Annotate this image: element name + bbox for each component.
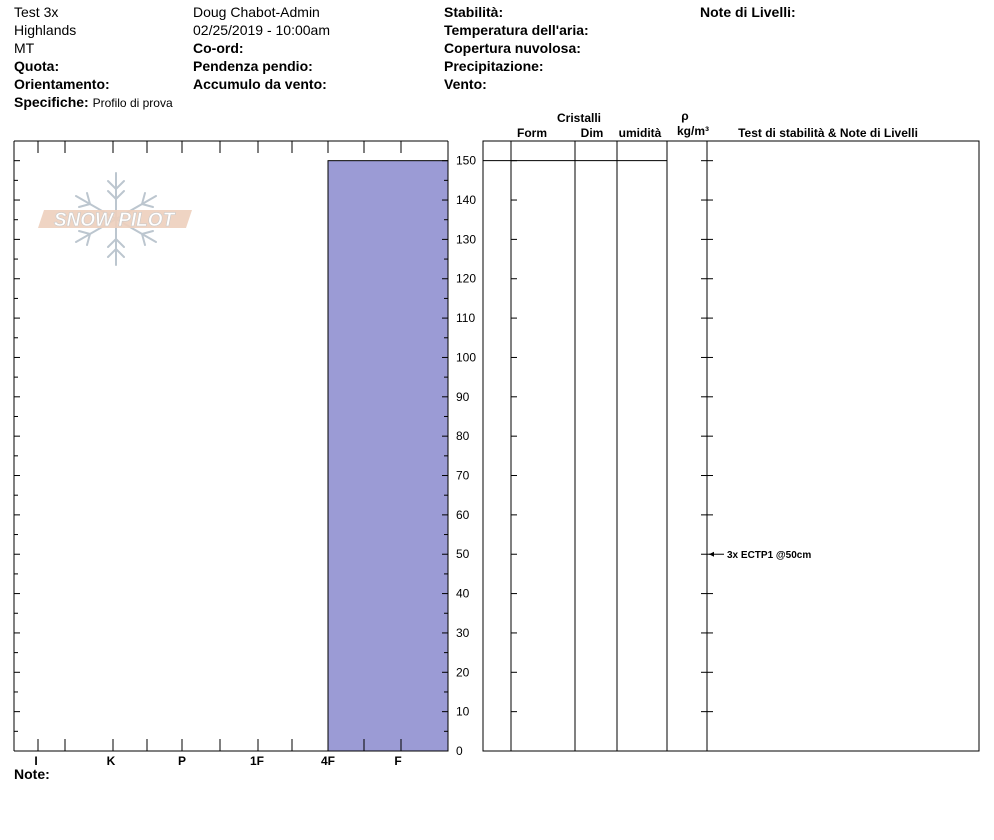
hardness-label-1f: 1F — [249, 754, 265, 768]
precipitation-label: Precipitazione: — [444, 58, 544, 74]
col-header-dim: Dim — [580, 126, 604, 140]
elevation-label: Quota: — [14, 58, 60, 74]
wind-label: Vento: — [444, 76, 487, 92]
test-note-0: 3x ECTP1 @50cm — [727, 550, 812, 562]
depth-label-40: 40 — [456, 586, 470, 601]
hardness-label-f: F — [394, 754, 402, 768]
depth-label-100: 100 — [456, 350, 477, 365]
depth-label-150: 150 — [456, 153, 477, 168]
depth-label-20: 20 — [456, 665, 470, 680]
site-location: Highlands — [14, 22, 77, 38]
depth-label-50: 50 — [456, 547, 470, 562]
hardness-label-4f: 4F — [320, 754, 336, 768]
layer-table-frame — [483, 141, 979, 751]
logo-text: SNOW PILOT — [53, 210, 175, 231]
site-name: Test 3x — [14, 4, 59, 20]
depth-label-110: 110 — [456, 311, 476, 326]
site-state: MT — [14, 40, 35, 56]
observer-name: Doug Chabot-Admin — [193, 4, 320, 20]
depth-label-130: 130 — [456, 232, 477, 247]
depth-label-90: 90 — [456, 389, 470, 404]
hardness-bar-0 — [328, 161, 448, 751]
col-header-density-unit: kg/m³ — [676, 124, 710, 138]
cloud-cover-label: Copertura nuvolosa: — [444, 40, 581, 56]
col-header-tests: Test di stabilità & Note di Livelli — [738, 126, 918, 140]
depth-label-10: 10 — [456, 704, 470, 719]
layer-notes-label: Note di Livelli: — [700, 4, 796, 20]
air-temp-label: Temperatura dell'aria: — [444, 22, 589, 38]
depth-label-60: 60 — [456, 507, 470, 522]
depth-label-80: 80 — [456, 429, 470, 444]
col-header-form: Form — [517, 126, 547, 140]
depth-label-30: 30 — [456, 625, 470, 640]
col-header-umidita: umidità — [618, 126, 662, 140]
snowpilot-logo-icon — [38, 173, 192, 265]
specifics-value: Profilo di prova — [92, 96, 173, 110]
specifics-label: Specifiche: — [14, 94, 89, 110]
slope-label: Pendenza pendio: — [193, 58, 313, 74]
coord-label: Co-ord: — [193, 40, 244, 56]
depth-label-120: 120 — [456, 271, 477, 286]
wind-loading-label: Accumulo da vento: — [193, 76, 327, 92]
depth-label-70: 70 — [456, 468, 470, 483]
hardness-label-i: I — [34, 754, 38, 768]
test-arrow-head-0 — [709, 552, 714, 557]
note-label: Note: — [14, 766, 50, 782]
table-ticks — [511, 161, 713, 751]
depth-label-0: 0 — [456, 744, 463, 758]
depth-label-140: 140 — [456, 193, 477, 208]
col-header-cristalli: Cristalli — [556, 111, 602, 125]
aspect-label: Orientamento: — [14, 76, 110, 92]
hardness-label-p: P — [177, 754, 187, 768]
col-header-rho: ρ — [681, 109, 689, 123]
hardness-label-k: K — [106, 754, 116, 768]
observation-datetime: 02/25/2019 - 10:00am — [193, 22, 330, 38]
stability-label: Stabilità: — [444, 4, 504, 20]
